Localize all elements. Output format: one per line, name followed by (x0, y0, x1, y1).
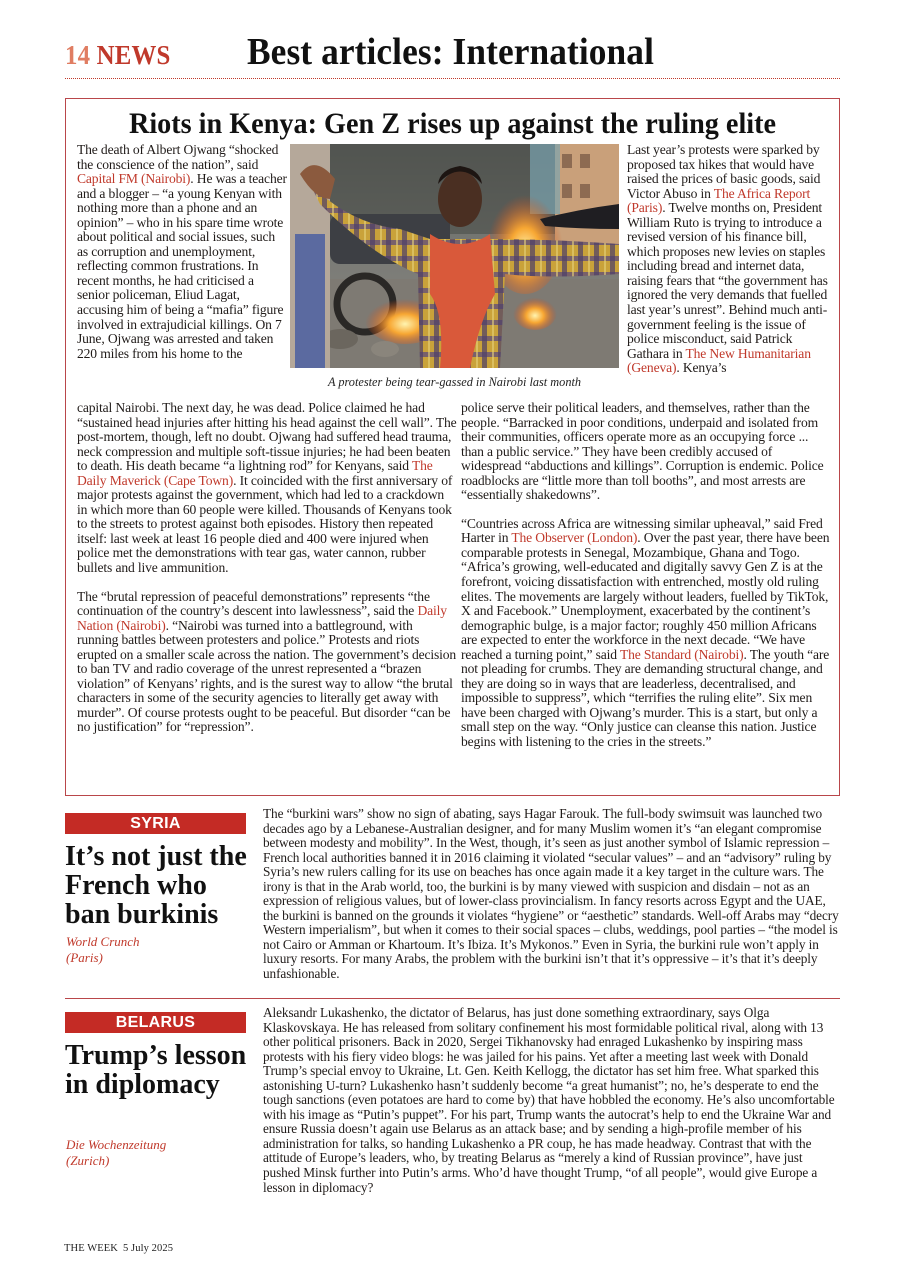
country-tag: BELARUS (65, 1012, 246, 1033)
brief-belarus (65, 1005, 840, 1212)
brief-divider (65, 998, 840, 999)
section-name: NEWS (96, 40, 171, 70)
page-footer (64, 1243, 173, 1254)
source-link[interactable]: The Observer (London) (511, 530, 638, 546)
photo-caption: A protester being tear-gassed in Nairobi last month (327, 375, 582, 389)
source-link[interactable]: The Daily Maverick (Cape Town) (77, 458, 433, 488)
lead-story (65, 98, 840, 796)
paragraph: “Countries across Africa are witnessing similar upheaval,” said Fred Harter in The Observer (London). Over the past year, there have been comparable protests in Senegal, Mozambique, Ghana and Togo. “Africa’s growing, well-educated and digitally savvy Gen Z is at the forefront, voicing dissatisfaction with entrenched, mostly old ruling elites. The movements are largely without leaders, fuelled by TikTok, X and Facebook.” Unemployment, exacerbated by the continent’s demographic bulge, is a major factor; roughly 450 million Africans are expected to enter the workforce in the next decade. “We have reached a turning point,” said The Standard (Nairobi). The youth “are not pleading for crumbs. They are demanding structural change, and they are doing so in ways that are leaderless, decentralised, and impossible to suppress”, which “terrifies the ruling elite”. Six men have been charged with Ojwang’s murder. This is a start, but only a small step on the way. “Only justice can cleanse this nation. Justice begins with listening to the cries in the streets.” (461, 515, 830, 750)
brief-source[interactable]: World Crunch (Paris) (66, 934, 140, 965)
lead-headline: Riots in Kenya: Gen Z rises up against the ruling elite (128, 107, 777, 140)
source-link[interactable]: Capital FM (Nairobi) (77, 171, 191, 187)
lead-right-column-bottom (461, 401, 833, 750)
lead-left-column-bottom (77, 401, 457, 735)
protester-photo-icon (290, 144, 619, 368)
lead-left-column-top: The death of Albert Ojwang “shocked the conscience of the nation”, said Capital FM (Nairobi). He was a teacher and a blogger – “a young Kenyan with nothing more than a phone and an opinion” – who in his spare time wrote about political and social issues, such as corruption and unemployment, reflecting common frustrations. In recent months, he had criticised a senior policeman, Eliud Lagat, accusing him of being a “mafia” figure involved in extrajudicial killings. On 7 June, Ojwang was arrested and taken 220 miles from his home to the (77, 142, 287, 361)
paragraph: capital Nairobi. The next day, he was dead. Police claimed he had “sustained head injuries after hitting his head against the cell wall”. The post-mortem, though, left no doubt. Ojwang had suffered head trauma, neck compression and multiple soft-tissue injuries; he had been beaten to death. His death became “a lightning rod” for Kenyans, said The Daily Maverick (Cape Town). It coincided with the first anniversary of major protests against the government, which had led to a crackdown in which more than 60 people were killed. Thousands of Kenyans took to the streets to protest against both episodes. History then repeated itself: last week at least 16 people died and 400 were injured when police met the demonstrations with tear gas, water cannon, rubber bullets and live ammunition. (77, 400, 457, 576)
brief-headline: It’s not just the French who ban burkinis (65, 841, 247, 930)
paragraph: The “brutal repression of peaceful demonstrations” represents “the continuation of the country’s descent into lawlessness”, said the Daily Nation (Nairobi). “Nairobi was turned into a battleground, with running battles between protesters and police.” Protests and riots erupted on a smaller scale across the nation. The government’s decision to ban TV and radio coverage of the unrest represented a “brazen violation” of Kenyans’ rights, and is the surest way to allow “the brutal characters in some of the security agencies to literally get away with murder”. Of course protests ought to be peaceful. But disorder “can be no justification” for “repression”. (77, 588, 457, 735)
brief-syria (65, 806, 840, 998)
dotted-divider (65, 78, 840, 79)
country-tag: SYRIA (65, 813, 246, 834)
page-number: 14 (65, 40, 91, 70)
paragraph: police serve their political leaders, and themselves, rather than the people. “Barracked in poor conditions, underpaid and isolated from their communities, officers operate more as an occupying force ... than a public service.” They have been credibly accused of widespread “abductions and killings”. Corruption is endemic. Police roadblocks are “little more than toll booths”, and most arrests are “essentially shakedowns”. (461, 400, 824, 503)
page-title: Best articles: International (247, 31, 654, 73)
publication-name: THE WEEK (64, 1243, 118, 1254)
brief-body: Aleksandr Lukashenko, the dictator of Belarus, has just done something extraordinary, says Olga Klaskovskaya. He has released from solitary confinement his most formidable political rival, along with 13 other political prisoners. Back in 2020, Sergei Tikhanovsky had enraged Lukashenko by inspiring mass protests with his fiery video blogs: he was jailed for his pains. Yet after a meeting last week with Donald Trump’s special envoy to Ukraine, Lt. Gen. Keith Kellogg, the dictator has set him free. What sparked this astonishing U-turn? Lukashenko hasn’t suddenly become “a great humanist”; no, he’s desperate to end the tough sanctions (even potatoes are hard to come by) that have hobbled the economy. He’s also uncomfortable with his image as “Putin’s puppet”. For his part, Trump wants the autocrat’s help to end the Ukraine War and ensure Russia doesn’t again use Belarus as an attack base; and by sending a high-profile member of his administration for talks, so handing Lukashenko a PR coup, he has made headway. Contrast that with the attitude of Europe’s leaders, who, by treating Belarus as “merely a kind of Russian province”, have just pushed Minsk further into Putin’s arms. Who’d have thought Trump, “of all people”, would give Europe a lesson in diplomacy? (263, 1005, 835, 1195)
brief-source[interactable]: Die Wochenzeitung (Zurich) (66, 1137, 167, 1168)
source-link[interactable]: The New Humanitarian (Geneva) (627, 345, 811, 376)
lead-right-column-top: Last year’s protests were sparked by proposed tax hikes that would have raised the prices of basic goods, said Victor Abuso in The Africa Report (Paris). Twelve months on, President William Ruto is trying to introduce a revised version of his finance bill, which proposes new levies on staples including bread and internet data, raising fears that “the government has ignored the very demands that fuelled last year’s unrest”. Behind much anti-government feeling is the issue of police misconduct, said Patrick Gathara in The New Humanitarian (Geneva). Kenya’s (627, 142, 828, 376)
source-link[interactable]: The Africa Report (Paris) (627, 185, 811, 216)
issue-date: 5 July 2025 (122, 1243, 174, 1254)
source-link[interactable]: The Standard (Nairobi) (619, 646, 744, 662)
source-link[interactable]: Daily Nation (Nairobi) (77, 603, 447, 633)
masthead (65, 30, 840, 80)
section-label (65, 40, 171, 71)
brief-body: The “burkini wars” show no sign of abating, says Hagar Farouk. The full-body swimsuit was launched two decades ago by a Lebanese-Australian designer, and for many Muslim women it’s “an elegant compromise between modesty and mobility”. In the West, though, it’s seen as just another symbol of Islamic repression – French local authorities banned it in 2016 claiming it violated “secular values” – and an “advisory” ruling by Syria’s new rulers calling for its use on beaches has once again made it a key target in the culture wars. The irony is that in the Arab world, too, the burkini is by many viewed with suspicion and disdain – not as an expression of religious values, but of lower-class provincialism. In fancy resorts across Egypt and the UAE, the burkini is banned on the grounds it violates “hygiene” or “aesthetic” standards. Well-off Arabs may “decry Western imperialism”, but when it comes to their social spaces – clubs, weddings, pool parties – “the model is not Cairo or Amman or Khartoum. It’s Ibiza. It’s Mykonos.” Even in Syria, the burkini rule won’t apply in luxury resorts. For many Arabs, the problem with the burkini isn’t that it’s oppressive – it’s that it’s deeply unfashionable. (263, 806, 839, 982)
lead-photo (290, 144, 619, 368)
brief-headline: Trump’s lesson in diplomacy (65, 1040, 247, 1100)
